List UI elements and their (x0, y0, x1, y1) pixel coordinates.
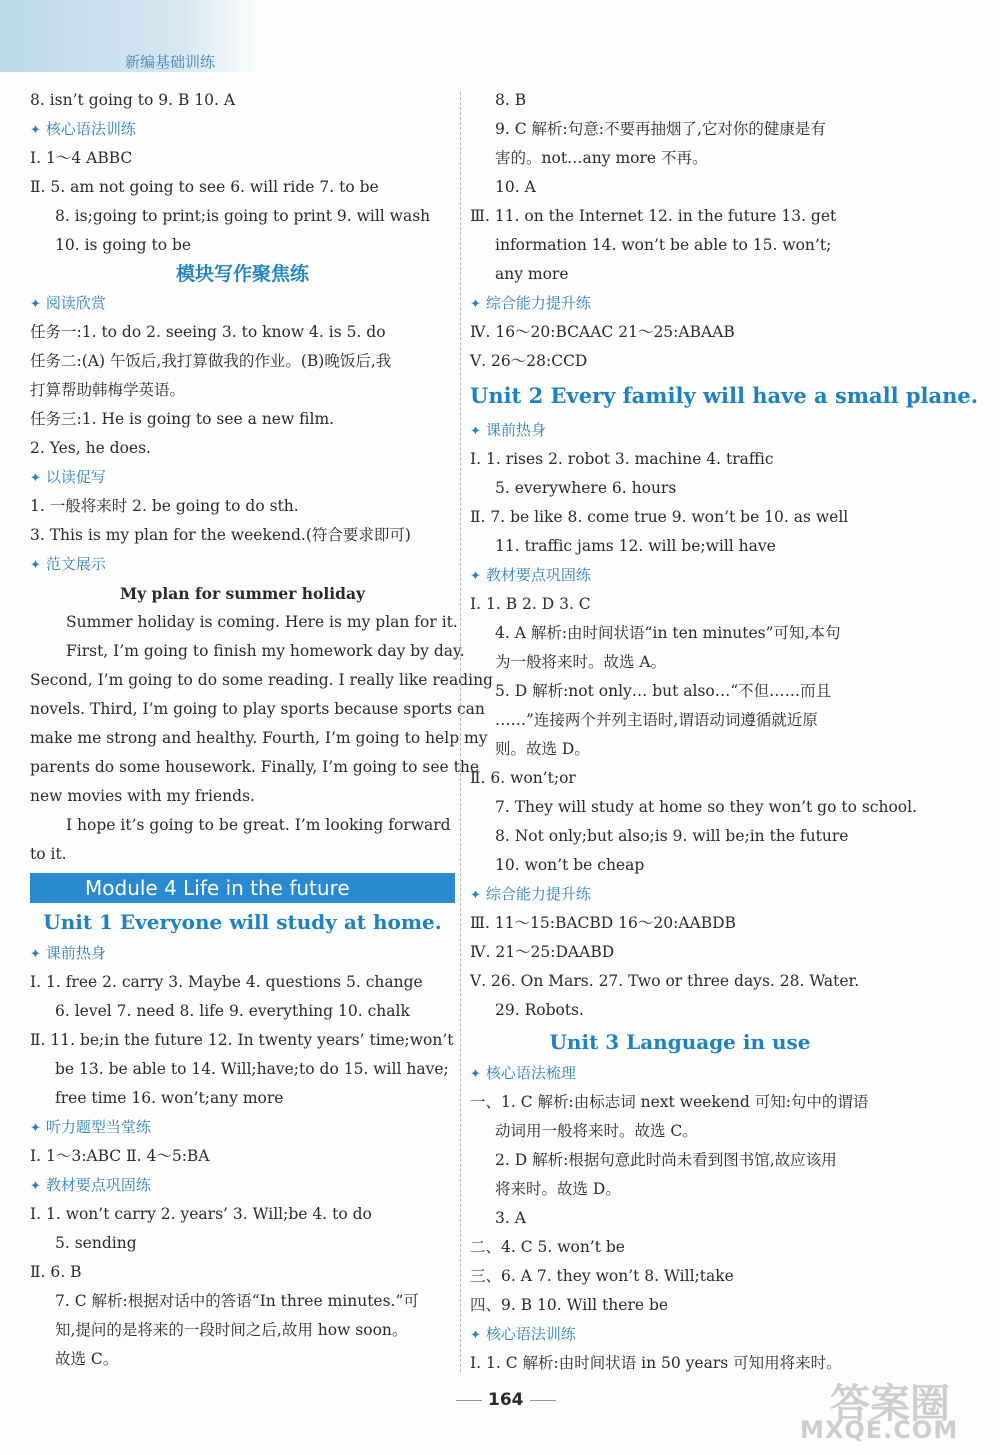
answer-line: Ⅱ. 6. B (30, 1263, 82, 1281)
answer-line: be 13. be able to 14. Will;have;to do 15. will have; (55, 1060, 449, 1078)
answer-line: 四、9. B 10. Will there be (470, 1296, 669, 1314)
answer-line: 动词用一般将来时。故选 C。 (495, 1122, 698, 1140)
answer-line: First, I’m going to finish my homework day by day. (66, 642, 465, 660)
watermark-url: MXQE.COM (800, 1416, 959, 1444)
answer-line: 故选 C。 (55, 1350, 119, 1368)
section-title: 模块写作聚焦练 (175, 263, 309, 285)
answer-line: Ⅰ. 1. won’t carry 2. years’ 3. Will;be 4. to do (30, 1205, 372, 1223)
answer-line: free time 16. won’t;any more (55, 1089, 284, 1107)
answer-line: 11. traffic jams 12. will be;will have (495, 537, 776, 555)
column-divider (460, 92, 461, 1372)
answer-line: 害的。not…any more 不再。 (495, 149, 708, 167)
answer-line: 29. Robots. (495, 1001, 584, 1019)
answer-line: 任务三:1. He is going to see a new film. (30, 410, 335, 428)
book-title: 新编基础训练 (125, 53, 216, 71)
answer-line: 三、6. A 7. they won’t 8. Will;take (470, 1267, 734, 1285)
page-header-band (0, 0, 260, 72)
section-heading: ✦ 教材要点巩固练 (470, 561, 890, 590)
answer-line: 5. D 解析:not only… but also…“不但……而且 (495, 682, 832, 700)
answer-line: 6. level 7. need 8. life 9. everything 10. chalk (55, 1002, 410, 1020)
answer-line: to it. (30, 845, 67, 863)
answer-line: 任务二:(A) 午饭后,我打算做我的作业。(B)晚饭后,我 (30, 352, 392, 370)
unit-title: Unit 2 Every family will have a small plane. (470, 383, 979, 408)
answer-line: Summer holiday is coming. Here is my plan for it. (66, 613, 458, 631)
left-column (30, 86, 493, 1374)
answer-line: 3. A (495, 1209, 526, 1227)
answer-line: 二、4. C 5. won’t be (470, 1238, 625, 1256)
answer-line: Ⅰ. 1. C 解析:由时间状语 in 50 years 可知用将来时。 (470, 1354, 842, 1372)
answer-line: 打算帮助韩梅学英语。 (30, 381, 186, 399)
answer-line: Second, I’m going to do some reading. I really like reading (30, 671, 493, 689)
section-heading: ✦ 阅读欣赏 (30, 289, 455, 318)
answer-line: new movies with my friends. (30, 787, 255, 805)
section-heading: ✦ 核心语法训练 (470, 1320, 890, 1349)
answer-line: 8. B (495, 91, 527, 109)
watermark-logo (800, 1372, 990, 1444)
module-banner: Module 4 Life in the future (30, 873, 455, 903)
answer-line: 任务一:1. to do 2. seeing 3. to know 4. is 5. do (30, 323, 386, 341)
section-heading: ✦ 核心语法训练 (30, 115, 455, 144)
answer-line: 则。故选 D。 (495, 740, 590, 758)
answer-line: 10. A (495, 178, 536, 196)
answer-line: 8. isn’t going to 9. B 10. A (30, 91, 236, 109)
answer-line: Ⅰ. 1. free 2. carry 3. Maybe 4. questions 5. change (30, 973, 423, 991)
answer-line: 8. Not only;but also;is 9. will be;in the future (495, 827, 849, 845)
essay-title: My plan for summer holiday (119, 584, 366, 603)
answer-line: Ⅲ. 11. on the Internet 12. in the future 13. get (470, 207, 837, 225)
answer-line: Ⅰ. 1. B 2. D 3. C (470, 595, 591, 613)
answer-line: 一、1. C 解析:由标志词 next weekend 可知:句中的谓语 (470, 1093, 869, 1111)
answer-line: 3. This is my plan for the weekend.(符合要求即可) (30, 526, 411, 544)
answer-line: ……”连接两个并列主语时,谓语动词遵循就近原 (495, 711, 818, 729)
answer-line: 4. A 解析:由时间状语“in ten minutes”可知,本句 (495, 624, 841, 642)
section-heading: ✦ 课前热身 (30, 939, 455, 968)
answer-line: 2. Yes, he does. (30, 439, 151, 457)
unit-title: Unit 1 Everyone will study at home. (43, 910, 442, 934)
answer-line: Ⅱ. 7. be like 8. come true 9. won’t be 10. as well (470, 508, 849, 526)
answer-line: Ⅰ. 1～3:ABC Ⅱ. 4～5:BA (30, 1147, 210, 1165)
answer-line: 为一般将来时。故选 A。 (495, 653, 667, 671)
section-heading: ✦ 范文展示 (30, 550, 455, 579)
answer-line: 10. is going to be (55, 236, 192, 254)
section-heading: ✦ 课前热身 (470, 416, 890, 445)
answer-line: 10. won’t be cheap (495, 856, 645, 874)
answer-line: 5. sending (55, 1234, 137, 1252)
answer-line: information 14. won’t be able to 15. won’t; (495, 236, 832, 254)
right-column (470, 86, 979, 1378)
page-number: 164 (450, 1390, 562, 1410)
answer-line: Ⅴ. 26. On Mars. 27. Two or three days. 28. Water. (470, 972, 860, 990)
unit-title: Unit 3 Language in use (549, 1030, 811, 1054)
answer-line: 9. C 解析:句意:不要再抽烟了,它对你的健康是有 (495, 120, 826, 138)
answer-line: 将来时。故选 D。 (495, 1180, 621, 1198)
answer-line: Ⅱ. 5. am not going to see 6. will ride 7. to be (30, 178, 379, 196)
answer-line: make me strong and healthy. Fourth, I’m going to help my (30, 729, 488, 747)
answer-line: 5. everywhere 6. hours (495, 479, 677, 497)
answer-line: Ⅱ. 6. won’t;or (470, 769, 576, 787)
answer-line: 知,提问的是将来的一段时间之后,故用 how soon。 (55, 1321, 408, 1339)
section-heading: ✦ 核心语法梳理 (470, 1059, 890, 1088)
answer-line: Ⅰ. 1～4 ABBC (30, 149, 133, 167)
section-heading: ✦ 以读促写 (30, 463, 455, 492)
answer-line: 2. D 解析:根据句意此时尚未看到图书馆,故应该用 (495, 1151, 837, 1169)
answer-line: 7. C 解析:根据对话中的答语“In three minutes.”可 (55, 1292, 419, 1310)
section-heading: ✦ 综合能力提升练 (470, 289, 890, 318)
answer-line: 8. is;going to print;is going to print 9. will wash (55, 207, 431, 225)
answer-line: Ⅰ. 1. rises 2. robot 3. machine 4. traffic (470, 450, 774, 468)
answer-line: Ⅳ. 16～20:BCAAC 21～25:ABAAB (470, 323, 735, 341)
answer-line: 7. They will study at home so they won’t go to school. (495, 798, 918, 816)
answer-line: any more (495, 265, 569, 283)
section-heading: ✦ 教材要点巩固练 (30, 1171, 455, 1200)
answer-line: novels. Third, I’m going to play sports because sports can (30, 700, 485, 718)
answer-line: Ⅴ. 26～28:CCD (470, 352, 588, 370)
section-heading: ✦ 综合能力提升练 (470, 880, 890, 909)
answer-line: parents do some housework. Finally, I’m going to see the (30, 758, 480, 776)
answer-line: I hope it’s going to be great. I’m looking forward (66, 816, 451, 834)
answer-line: Ⅲ. 11～15:BACBD 16～20:AABDB (470, 914, 736, 932)
answer-line: Ⅳ. 21～25:DAABD (470, 943, 615, 961)
watermark-text: 答案圈 (830, 1381, 950, 1427)
answer-line: 1. 一般将来时 2. be going to do sth. (30, 497, 299, 515)
answer-line: Ⅱ. 11. be;in the future 12. In twenty years’ time;won’t (30, 1031, 454, 1049)
section-heading: ✦ 听力题型当堂练 (30, 1113, 455, 1142)
